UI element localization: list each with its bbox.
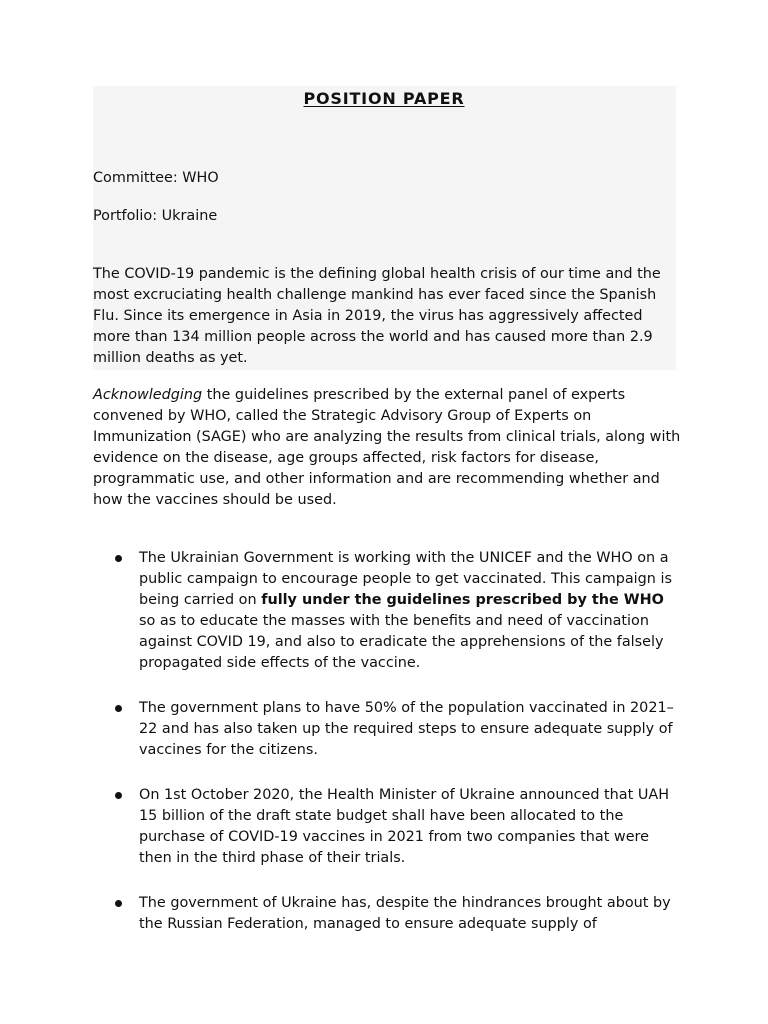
bullet-item <box>139 893 679 935</box>
bullet-text: The government of Ukraine has, despite the hindrances brought about by the Russian Federation, managed to ensure adequate supply of <box>139 895 671 932</box>
acknowledging-rest: the guidelines prescribed by the external panel of experts convened by WHO, called the Strategic Advisory Group of Experts on Immunization (SAGE) who are analyzing the results from clinical trials, along with evidence on the disease, age groups affected, risk factors for disease, programmatic use, and other information and are recommending whether and how the vaccines should be used. <box>93 387 681 508</box>
bullet-bold-text: fully under the guidelines prescribed by the WHO <box>261 592 664 608</box>
portfolio-line: Portfolio: Ukraine <box>93 208 218 224</box>
bullet-item <box>139 698 679 761</box>
committee-line: Committee: WHO <box>93 170 219 186</box>
intro-paragraph: The COVID-19 pandemic is the defining global health crisis of our time and the most excruciating health challenge mankind has ever faced since the Spanish Flu. Since its emergence in Asia in 2019, the virus has aggressively affected more than 134 million people across the world and has caused more than 2.9 million deaths as yet. <box>93 266 661 366</box>
bullet-text: On 1st October 2020, the Health Minister of Ukraine announced that UAH 15 billion of the draft state budget shall have been allocated to the purchase of COVID-19 vaccines in 2021 from two companies that were then in the third phase of their trials. <box>139 787 670 866</box>
bullet-text: so as to educate the masses with the benefits and need of vaccination against COVID 19, and also to eradicate the apprehensions of the falsely propagated side effects of the vaccine. <box>139 613 664 671</box>
bullet-text: The Ukrainian Government is working with the UNICEF and the WHO on a public campaign to encourage people to get vaccinated. This campaign is being carried on <box>139 550 672 608</box>
page-title: POSITION PAPER <box>303 89 465 108</box>
bullet-icon <box>115 792 122 799</box>
bullet-icon <box>115 900 122 907</box>
acknowledging-lead: Acknowledging <box>93 387 203 403</box>
bullet-icon <box>115 705 122 712</box>
bullet-item <box>139 785 679 869</box>
bullet-text: The government plans to have 50% of the population vaccinated in 2021–22 and has also taken up the required steps to ensure adequate supply of vaccines for the citizens. <box>139 700 674 758</box>
acknowledging-paragraph <box>93 385 683 511</box>
bullet-item <box>139 548 679 674</box>
bullet-icon <box>115 555 122 562</box>
